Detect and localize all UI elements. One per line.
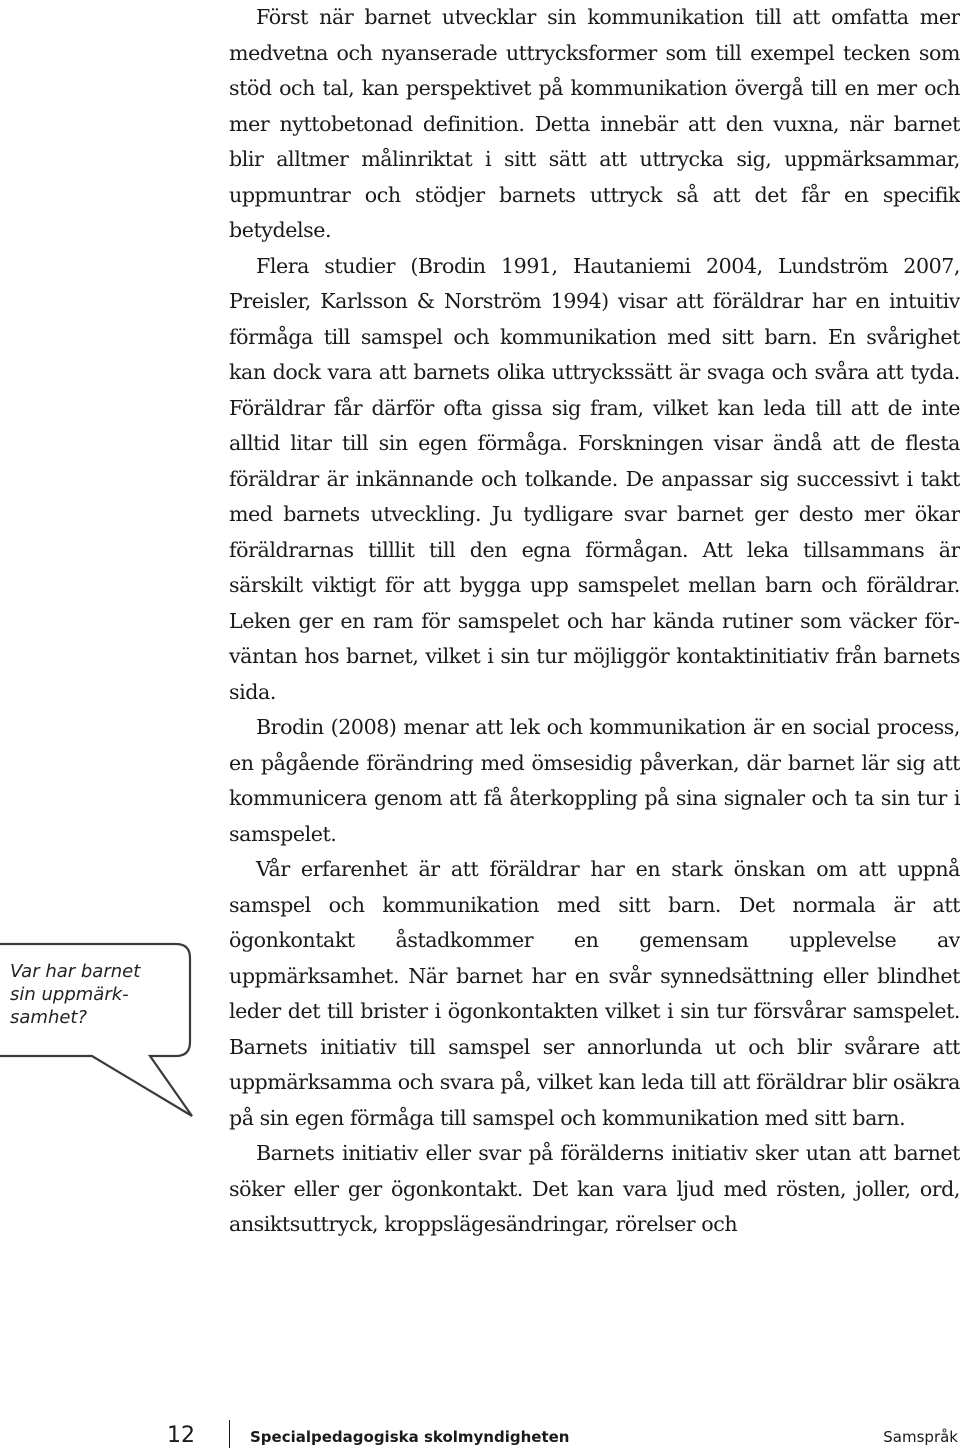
footer-divider (229, 1420, 230, 1448)
paragraph: Vår erfarenhet är att föräldrar har en stark önskan om att uppnå samspel och kommunikation med sitt barn. Det normala är att ögonkontakt åstadkommer en gemensam upplevelse av uppmärksamhet. När barnet har en svår synnedsättning eller blindhet leder det till brister i ögonkontakten vilket i sin tur försvårar samspelet. Barnets initiativ till samspel ser annorlunda ut och blir svårare att uppmärksamma och svara på, vilket kan leda till att föräldrar blir osäkra på sin egen förmåga till samspel och kommunikation med sitt barn. (229, 857, 960, 1130)
paragraph: Brodin (2008) menar att lek och kommunikation är en social process, en pågående förändring med ömsesidig påverkan, där barnet lär sig att kommunicera genom att få återkoppling på sina signaler och ta sin tur i samspelet. (229, 715, 960, 846)
margin-note-bubble (0, 938, 200, 1123)
paragraph: Barnets initiativ eller svar på förälderns initiativ sker utan att barnet söker eller ger ögonkontakt. Det kan vara ljud med rösten, joller, ord, ansiktsuttryck, kroppslägesändringar, rörelser och (229, 1141, 960, 1236)
body-text (229, 0, 960, 1243)
page-number: 12 (167, 1423, 195, 1448)
paragraph: Först när barnet utvecklar sin kommunikation till att omfatta mer medvetna och nyanserade uttrycksformer som till exempel tecken som stöd och tal, kan perspektivet på kommunikation övergå till en mer och mer nyttobetonad definition. Detta innebär att den vuxna, när barnet blir alltmer målinriktat i sitt sätt att uttrycka sig, uppmärksammar, uppmuntrar och stödjer barnets uttryck så att det får en specifik betydelse. (229, 5, 960, 242)
paragraph: Flera studier (Brodin 1991, Hautaniemi 2004, Lundström 2007, Preisler, Karlsson & Norström 1994) visar att föräldrar har en intuitiv förmåga till samspel och kommunikation med sitt barn. En svårighet kan dock vara att barnets olika uttryckssätt är svaga och svåra att tyda. Föräldrar får därför ofta gissa sig fram, vilket kan leda till att de inte alltid litar till sin egen förmåga. Forskningen visar ändå att de flesta föräldrar är inkännande och tolkande. De anpassar sig successivt i takt med barnets utveckling. Ju tydligare svar barnet ger desto mer ökar föräldrarnas tilllit till den egna förmågan. Att leka tillsammans är särskilt viktigt för att bygga upp samspelet mellan barn och föräldrar. Leken ger en ram för samspelet och har kända rutiner som väcker förväntan hos barnet, vilket i sin tur möjliggör kontaktinitiativ från barnets sida. (229, 253, 960, 704)
footer-organization: Specialpedagogiska skolmyndigheten (250, 1428, 570, 1446)
page-footer (0, 1420, 960, 1455)
footer-publication-title: Samspråk (883, 1428, 958, 1446)
margin-note-text: Var har barnet sin uppmärksamhet? (10, 961, 141, 1028)
